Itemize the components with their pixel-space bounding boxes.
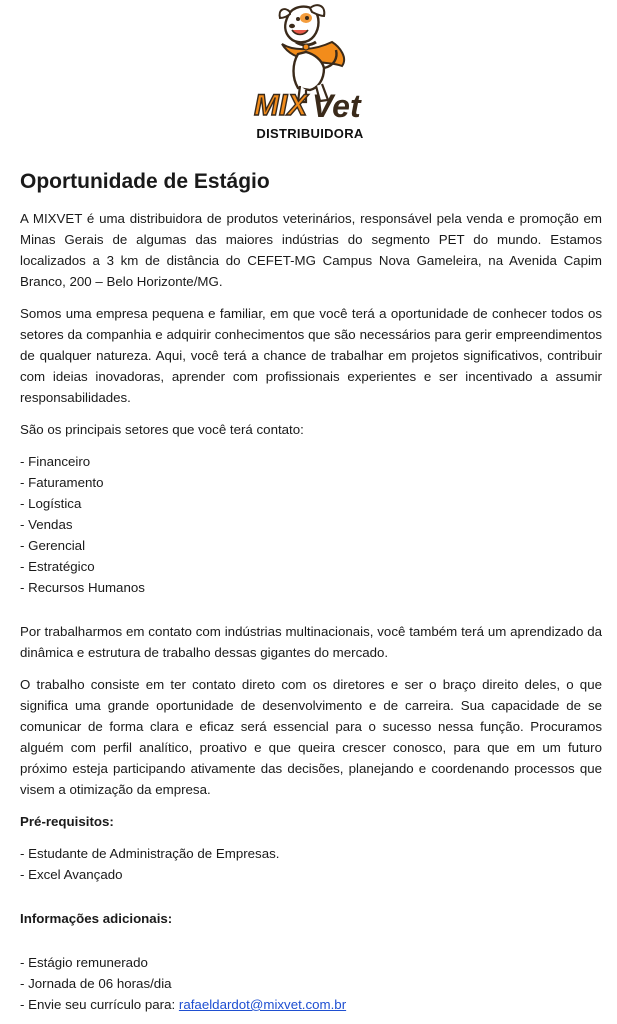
document-body	[20, 208, 602, 1015]
list-item: - Estágio remunerado	[20, 955, 148, 970]
list-item: - Estratégico	[20, 559, 95, 574]
email-link[interactable]: rafaeldardot@mixvet.com.br	[178, 997, 347, 1012]
list-item: - Logística	[20, 496, 82, 511]
prerequisites-heading: Pré-requisitos:	[20, 814, 114, 829]
list-item: - Gerencial	[20, 538, 86, 553]
brand-vet-text: Vet	[312, 88, 361, 124]
intro-paragraph: A MIXVET é uma distribuidora de produtos veterinários, responsável pela venda e promoção em Minas Gerais de algumas das maiores indústrias do segmento PET do mundo. Estamos localizados a 3 km de distância do CEFET-MG Campus Nova Gameleira, na Avenida Capim Branco, 200 – Belo Horizonte/MG.	[20, 211, 602, 289]
send-resume-line	[20, 994, 602, 1015]
send-resume-label: - Envie seu currículo para:	[20, 997, 179, 1012]
brand-mix-text: MIX	[254, 89, 308, 122]
list-item: - Jornada de 06 horas/dia	[20, 976, 172, 991]
list-item: - Faturamento	[20, 475, 104, 490]
dog-mascot-icon	[240, 2, 380, 126]
work-paragraph: O trabalho consiste em ter contato direto com os diretores e ser o braço direito deles, o que significa uma grande oportunidade de desenvolvimento e de carreira. Sua capacidade de se comunicar de forma clara e eficaz será essencial para o sucesso nessa função. Procuramos alguém com perfil analítico, proativo e que queira crescer conosco, para que em um futuro próximo esteja participando ativamente das decisões, planejando e coordenando processos que visem a otimização da empresa.	[20, 677, 602, 797]
list-item: - Financeiro	[20, 454, 91, 469]
logo-subtitle: DISTRIBUIDORA	[256, 126, 364, 141]
company-logo	[240, 2, 380, 144]
list-item: - Recursos Humanos	[20, 580, 145, 595]
sectors-intro: São os principais setores que você terá contato:	[20, 422, 304, 437]
list-item: - Estudante de Administração de Empresas.	[20, 846, 280, 861]
additional-info-list	[20, 952, 602, 1015]
multinational-paragraph: Por trabalharmos em contato com indústrias multinacionais, você também terá um aprendizado da dinâmica e estrutura de trabalho dessas gigantes do mercado.	[20, 624, 602, 660]
page-title: Oportunidade de Estágio	[20, 170, 270, 193]
company-paragraph: Somos uma empresa pequena e familiar, em que você terá a oportunidade de conhecer todos os setores da companhia e adquirir conhecimentos que são necessários para gerir empreendimentos de qualquer natureza. Aqui, você terá a chance de trabalhar em projetos significativos, contribuir com ideias inovadoras, aprender com profissionais experientes e ser incentivado a assumir responsabilidades.	[20, 306, 602, 405]
list-item: - Vendas	[20, 517, 73, 532]
sectors-list	[20, 451, 602, 598]
prerequisites-list	[20, 843, 602, 885]
list-item: - Excel Avançado	[20, 867, 123, 882]
additional-info-heading: Informações adicionais:	[20, 911, 173, 926]
